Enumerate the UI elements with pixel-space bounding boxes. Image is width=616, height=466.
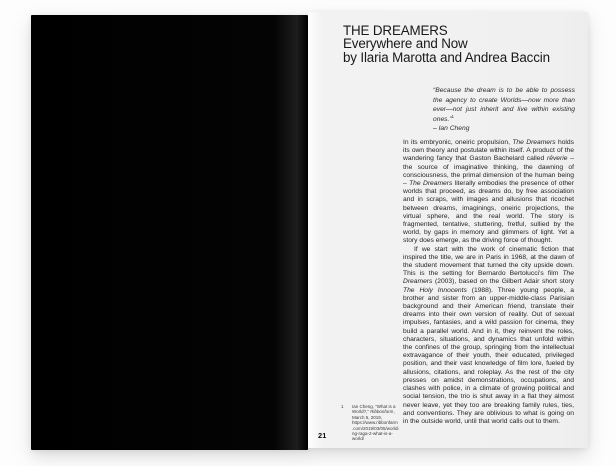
article-title — [343, 24, 550, 64]
footnote — [341, 404, 401, 442]
body-paragraph-2: If we start with the work of cinematic fiction that inspired the title, we are in Paris in 1968, at the dawn of the student movement that turned the city upside down. This is the setting for Bernardo Bertolucci’s film The Dreamers (2003), based on the Gilbert Adair short story The Holy Innocents (1988). Three young people, a brother and sister from an upper-middle-class Parisian background and their American friend, translate their dreams into their own version of reality. Out of sexual impulses, fantasies, and a wild passion for cinema, they build a parallel world. And in it, they reinvent the roles, characters, situations, and dynamics that unfold within the confines of the group, springing from the intellectual extravagance of their youth, their educated, privileged position, and their vast knowledge of film lore, fueled by allusions, citations, and roleplay. As the rest of the city presses on amidst demonstrations, occupations, and clashes with police, in a climate of growing political and social tension, the trio is shut away in a flat they almost never leave, yet they too are breaking family rules, ties, and conventions. They are oblivious to what is going on in the outside world, until that world calls out to them. — [403, 245, 574, 425]
footnote-text: Ian Cheng, “What is a World?,” Ribbonfarm, March 5, 2019, https://www.ribbonfarm.com/2019/03/05/worlding-raga-2-what-is-a-world/ — [352, 404, 399, 442]
footnote-number: 1 — [341, 404, 344, 409]
article-title-line-2: Everywhere and Now — [343, 36, 468, 52]
epigraph-text: “Because the dream is to be able to possess the agency to create Worlds—now more than ever—not just inherit and live within existing ones.”$^1$ — [433, 87, 575, 123]
article-title-line-1: THE DREAMERS — [343, 23, 448, 38]
book-spread — [31, 12, 588, 450]
page-number: 21 — [318, 431, 327, 440]
article-body — [403, 139, 574, 426]
right-page — [308, 12, 588, 448]
epigraph-quote — [433, 86, 575, 134]
left-page-black — [31, 15, 308, 450]
body-paragraph-1: In its embryonic, oneiric propulsion, The Dreamers holds its own theory and postulate within itself. A product of the wandering fancy that Gaston Bachelard called rêverie – the source of imaginative thinking, the dawning of consciousness, the primal dimension of the human being – The Dreamers literally embodies the presence of other worlds that proceed, as dreams do, by free association and in scraps, with images and allusions that ricochet between dreams, imaginings, oneiric projections, the virtual sphere, and the real world. The story is fragmented, tentative, stuttering, fretful, sullied by the world, by gaps in memory and glimmers of light. Yet a story does emerge, as the driving force of thought. — [403, 139, 574, 245]
epigraph-attribution: – Ian Cheng — [433, 125, 470, 132]
article-byline: by Ilaria Marotta and Andrea Baccin — [343, 49, 550, 65]
